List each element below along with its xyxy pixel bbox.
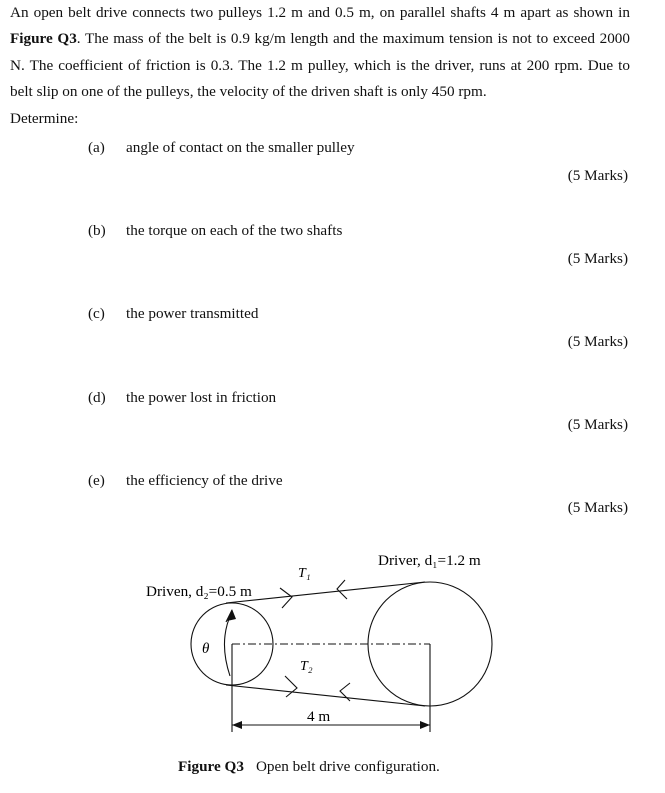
dim-arrow-right (420, 721, 430, 729)
t1-arrow-right (280, 588, 292, 608)
dim-arrow-left (232, 721, 242, 729)
driven-label: Driven, d₂=0.5 m (146, 583, 252, 600)
question-label: (d) (88, 389, 106, 406)
t2-label: T₂ (300, 659, 313, 674)
driver-label: Driver, d₁=1.2 m (378, 552, 481, 569)
question-text: the power lost in friction (126, 389, 277, 406)
t2-arrow-right (285, 676, 297, 697)
caption-label: Figure Q3 (178, 758, 244, 775)
question-text: the torque on each of the two shafts (126, 222, 343, 239)
question-label: (e) (88, 472, 105, 489)
determine-label: Determine: (10, 109, 79, 127)
question-text: the power transmitted (126, 305, 259, 322)
figure-caption (178, 758, 440, 776)
intro-text-1: An open belt drive connects two pulleys 1.2 m and 0.5 m, on parallel shafts 4 m apart as shown (10, 4, 614, 21)
caption-text: Open belt drive configuration. (255, 758, 440, 775)
question-text: angle of contact on the smaller pulley (126, 139, 355, 156)
t1-arrow-left (337, 580, 347, 599)
marks-d: (5 Marks) (567, 416, 628, 433)
question-text: the efficiency of the drive (126, 472, 283, 489)
figure-reference: Figure Q3 (10, 30, 77, 48)
question-label: (c) (88, 305, 105, 322)
t1-label: T₁ (298, 566, 311, 581)
marks-b: (5 Marks) (567, 250, 628, 267)
intro-text-3: . The mass of the belt is 0.9 kg/m length and the maximum tension is not to exceed 2000 N. The coefficient of friction is 0.3. The 1.2 m pulley, which is the driver, runs at 200 rpm. Due to belt slip on one of the pulleys, the velocity of the driven shaft is only 450 rpm. (10, 30, 630, 101)
marks-c: (5 Marks) (567, 333, 628, 350)
question-label: (a) (88, 139, 105, 156)
theta-label: θ (202, 641, 210, 657)
marks-e: (5 Marks) (567, 499, 628, 516)
marks-a: (5 Marks) (567, 167, 628, 184)
question-label: (b) (88, 222, 106, 239)
distance-label: 4 m (307, 708, 331, 725)
intro-text-2: in (618, 4, 630, 21)
theta-arrowhead (227, 609, 236, 621)
